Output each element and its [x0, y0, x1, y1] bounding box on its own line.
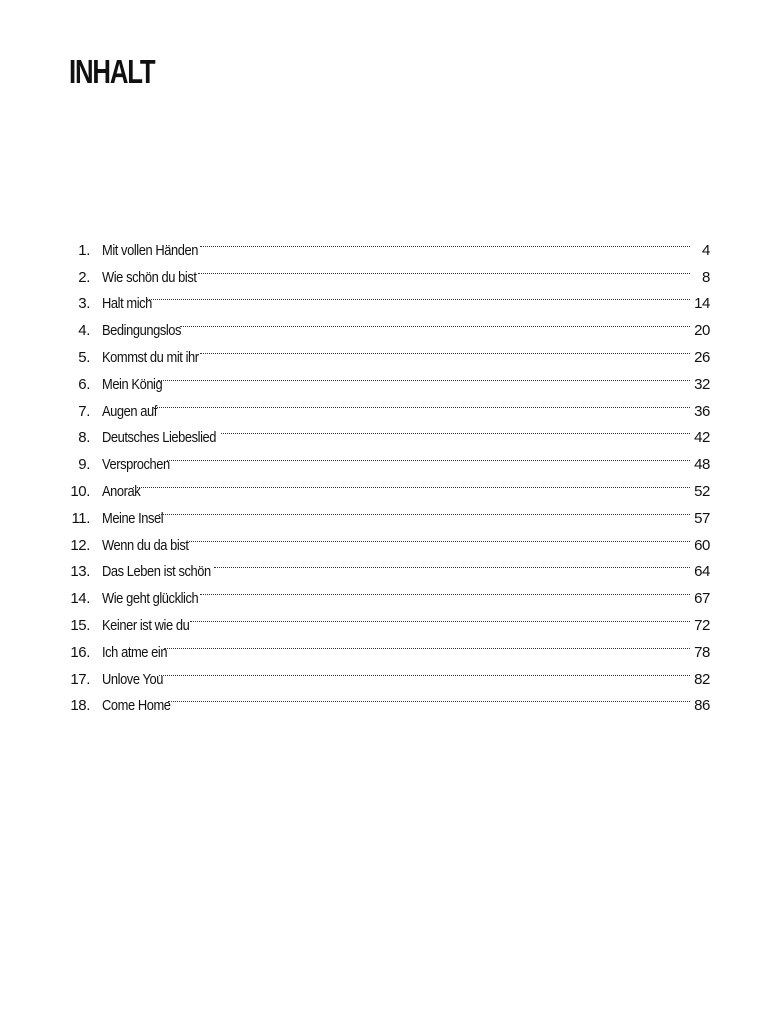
toc-dot-leader — [152, 389, 690, 416]
toc-dot-leader — [159, 657, 690, 684]
toc-entry-title: Das Leben ist schön — [102, 563, 211, 581]
toc-dot-leader — [167, 442, 690, 469]
toc-dot-leader — [200, 576, 690, 603]
toc-entry-title: Unlove You — [102, 670, 163, 688]
toc-entry — [66, 657, 710, 688]
toc-entry-page-number: 57 — [694, 509, 710, 527]
toc-dot-leader — [214, 550, 690, 577]
toc-entry-title: Mein König — [102, 375, 163, 393]
toc-entry — [66, 308, 710, 340]
toc-entry-number: 12. — [70, 536, 90, 554]
toc-entry-title: Ich atme ein — [102, 643, 168, 661]
toc-entry — [66, 389, 710, 420]
toc-entry-number: 6. — [78, 375, 90, 393]
toc-dot-leader — [164, 630, 690, 657]
toc-entry-title: Mit vollen Händen — [102, 241, 198, 259]
toc-dot-leader — [158, 362, 690, 389]
toc-entry-page-number: 8 — [702, 268, 710, 286]
toc-entry-page-number: 20 — [694, 322, 710, 340]
toc-entry — [66, 362, 710, 393]
toc-dot-leader — [133, 469, 690, 496]
toc-entry-number: 13. — [70, 563, 90, 581]
toc-entry-title: Anorak — [102, 482, 141, 500]
toc-entry — [66, 282, 710, 313]
toc-entry-page-number: 48 — [694, 456, 710, 474]
toc-entry-page-number: 86 — [694, 697, 710, 715]
toc-entry-number: 11. — [71, 509, 90, 527]
toc-entry-page-number: 26 — [694, 348, 710, 366]
toc-entry-title: Augen auf — [102, 402, 157, 420]
toc-entry-number: 9. — [78, 456, 90, 474]
toc-entry-number: 16. — [70, 643, 90, 661]
toc-entry-number: 7. — [78, 402, 90, 420]
toc-entry-page-number: 32 — [694, 375, 710, 393]
toc-entry-page-number: 14 — [694, 295, 710, 313]
toc-entry-number: 2. — [78, 268, 90, 286]
toc-entry-number: 10. — [70, 482, 90, 500]
toc-entry-page-number: 4 — [702, 241, 710, 259]
toc-entry-title: Wie geht glücklich — [102, 590, 199, 608]
toc-dot-leader — [189, 523, 690, 550]
toc-entry-title: Halt mich — [102, 295, 152, 313]
toc-entry-number: 15. — [70, 616, 90, 634]
toc-entry — [66, 469, 710, 500]
toc-entry — [66, 416, 710, 447]
toc-entry-page-number: 64 — [694, 563, 710, 581]
toc-dot-leader — [168, 684, 690, 711]
toc-entry-number: 5. — [78, 348, 90, 366]
toc-entry-page-number: 82 — [694, 670, 710, 688]
toc-entry-title: Bedingungslos — [102, 322, 182, 340]
toc-entry-number: 17. — [70, 670, 90, 688]
toc-entry-number: 4. — [78, 322, 90, 340]
toc-dot-leader — [159, 496, 690, 523]
toc-entry-title: Wie schön du bist — [102, 268, 197, 286]
toc-entry-page-number: 67 — [694, 590, 710, 608]
toc-entry-title: Kommst du mit ihr — [102, 348, 199, 366]
toc-dot-leader — [190, 603, 690, 630]
toc-entry-title: Meine Insel — [102, 509, 164, 527]
toc-dot-leader — [221, 416, 690, 443]
toc-entry-title: Versprochen — [102, 456, 170, 474]
toc-entry-page-number: 36 — [694, 402, 710, 420]
toc-entry-page-number: 72 — [694, 616, 710, 634]
page-title: INHALT — [69, 53, 155, 90]
toc-entry-title: Keiner ist wie du — [102, 616, 190, 634]
toc-entry-title: Deutsches Liebeslied — [102, 429, 217, 447]
toc-entry — [66, 496, 710, 527]
toc-entry-page-number: 42 — [694, 429, 710, 447]
toc-entry-page-number: 78 — [694, 643, 710, 661]
toc-entry-title: Wenn du da bist — [102, 536, 189, 554]
toc-dot-leader — [200, 335, 690, 362]
toc-entry-number: 18. — [70, 697, 90, 715]
toc-entry-page-number: 60 — [694, 536, 710, 554]
toc-dot-leader — [198, 255, 690, 282]
toc-dot-leader — [200, 228, 690, 255]
toc-entry-number: 1. — [78, 241, 90, 259]
toc-entry-number: 8. — [78, 429, 90, 447]
toc-entry-number: 3. — [78, 295, 90, 313]
toc-entry-title: Come Home — [102, 697, 171, 715]
toc-dot-leader — [146, 282, 690, 309]
toc-entry-page-number: 52 — [694, 482, 710, 500]
toc-entry — [66, 228, 710, 259]
table-of-contents — [66, 228, 710, 715]
toc-dot-leader — [180, 308, 690, 335]
toc-entry-number: 14. — [70, 590, 90, 608]
